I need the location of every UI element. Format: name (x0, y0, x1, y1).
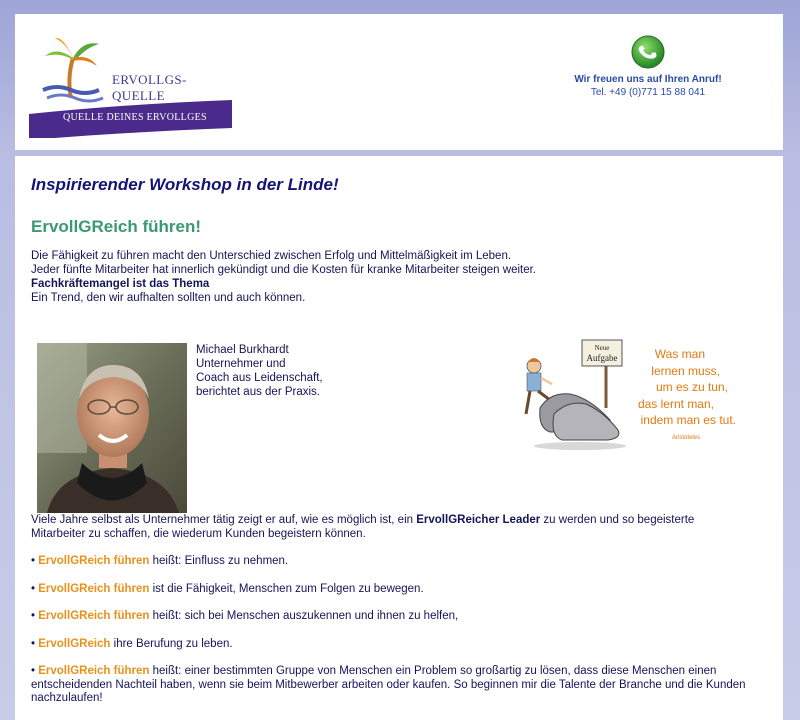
intro-line: Die Fähigkeit zu führen macht den Unterschied zwischen Erfolg und Mittelmäßigkeit im Leben. (31, 250, 512, 262)
bullet-highlight: ErvollGReich führen (38, 610, 150, 622)
speaker-photo (37, 343, 187, 513)
speaker-portrait-image (37, 343, 187, 513)
bullet-list (31, 555, 761, 720)
main-content (15, 156, 783, 720)
logo-tagline: QUELLE DEINES ERVOLLGES (63, 112, 207, 123)
bullet-dot: • (31, 665, 36, 677)
bullet-text: heißt: Einfluss zu nehmen. (149, 555, 289, 567)
intro-line: Ein Trend, den wir aufhalten sollten und auch können. (31, 292, 306, 304)
paragraph-text: Viele Jahre selbst als Unternehmer tätig zeigt er auf, wie es möglich ist, ein (31, 514, 417, 526)
description-paragraph (31, 514, 743, 541)
bullet-text: heißt: sich bei Menschen auszukennen und ihnen zu helfen, (149, 610, 459, 622)
page-subtitle: ErvollGReich führen! (31, 217, 202, 236)
list-item (31, 610, 761, 624)
bio-line: Unternehmer und (196, 358, 286, 370)
bullet-highlight: ErvollGReich führen (38, 665, 150, 677)
sign-line1: Neue (594, 344, 610, 352)
page-header (15, 14, 783, 150)
bio-line: Michael Burkhardt (196, 344, 289, 356)
sign-line2: Aufgabe (586, 353, 618, 363)
logo-name: ERVOLLGS-QUELLE (112, 72, 187, 103)
phone-icon[interactable] (630, 34, 666, 70)
quote-block (620, 346, 740, 446)
list-item (31, 555, 761, 569)
bio-line: berichtet aus der Praxis. (196, 386, 321, 398)
bullet-text: heißt: einer bestimmten Gruppe von Menschen ein Problem so großartig zu lösen, dass diese Menschen einen entscheidenden Nachteil haben, wenn sie beim Mitbewerber arbeiten oder kaufen. So beginnen mir die Talente der Branche und die Kunden nachzulaufen! (31, 665, 746, 704)
bio-line: Coach aus Leidenschaft, (196, 372, 323, 384)
quote-line: lernen muss, (651, 363, 720, 378)
bullet-highlight: ErvollGReich führen (38, 582, 150, 595)
list-item (31, 638, 761, 652)
page-title: Inspirierender Workshop in der Linde! (31, 175, 339, 194)
bullet-dot: • (31, 610, 36, 622)
quote-line: das lernt man, (637, 396, 714, 411)
bullet-highlight: ErvollGReich (38, 637, 111, 650)
list-item (31, 665, 761, 706)
bullet-dot: • (31, 555, 36, 567)
bullet-dot: • (31, 582, 36, 595)
bullet-text: ihre Berufung zu leben. (110, 637, 233, 650)
quote-author: Aristoteles (671, 434, 700, 441)
paragraph-text: zu werden und so begeisterte Mitarbeiter zu schaffen, die wiederum Kunden begeistern können. (31, 514, 695, 540)
intro-line: Jeder fünfte Mitarbeiter hat innerlich gekündigt und die Kosten für kranke Mitarbeiter steigen weiter. (31, 264, 537, 276)
logo[interactable] (27, 28, 232, 128)
contact-invitation: Wir freuen uns auf Ihren Anruf! (574, 74, 722, 85)
intro-line-strong: Fachkräftemangel ist das Thema (31, 278, 210, 290)
quote-line: indem man es tut. (640, 413, 736, 427)
bullet-highlight: ErvollGReich führen (38, 555, 150, 567)
quote-line: Was man (654, 347, 705, 361)
list-item (31, 583, 761, 597)
quote-line: um es zu tun, (655, 380, 728, 394)
intro-text (31, 249, 771, 305)
bullet-text: ist die Fähigkeit, Menschen zum Folgen zu bewegen. (149, 582, 424, 595)
contact-phone[interactable]: Tel. +49 (0)771 15 88 041 (590, 87, 706, 98)
paragraph-strong: ErvollGReicher Leader (416, 514, 541, 526)
speaker-bio (196, 343, 323, 399)
contact-box[interactable] (563, 34, 733, 98)
bullet-dot: • (31, 637, 36, 650)
